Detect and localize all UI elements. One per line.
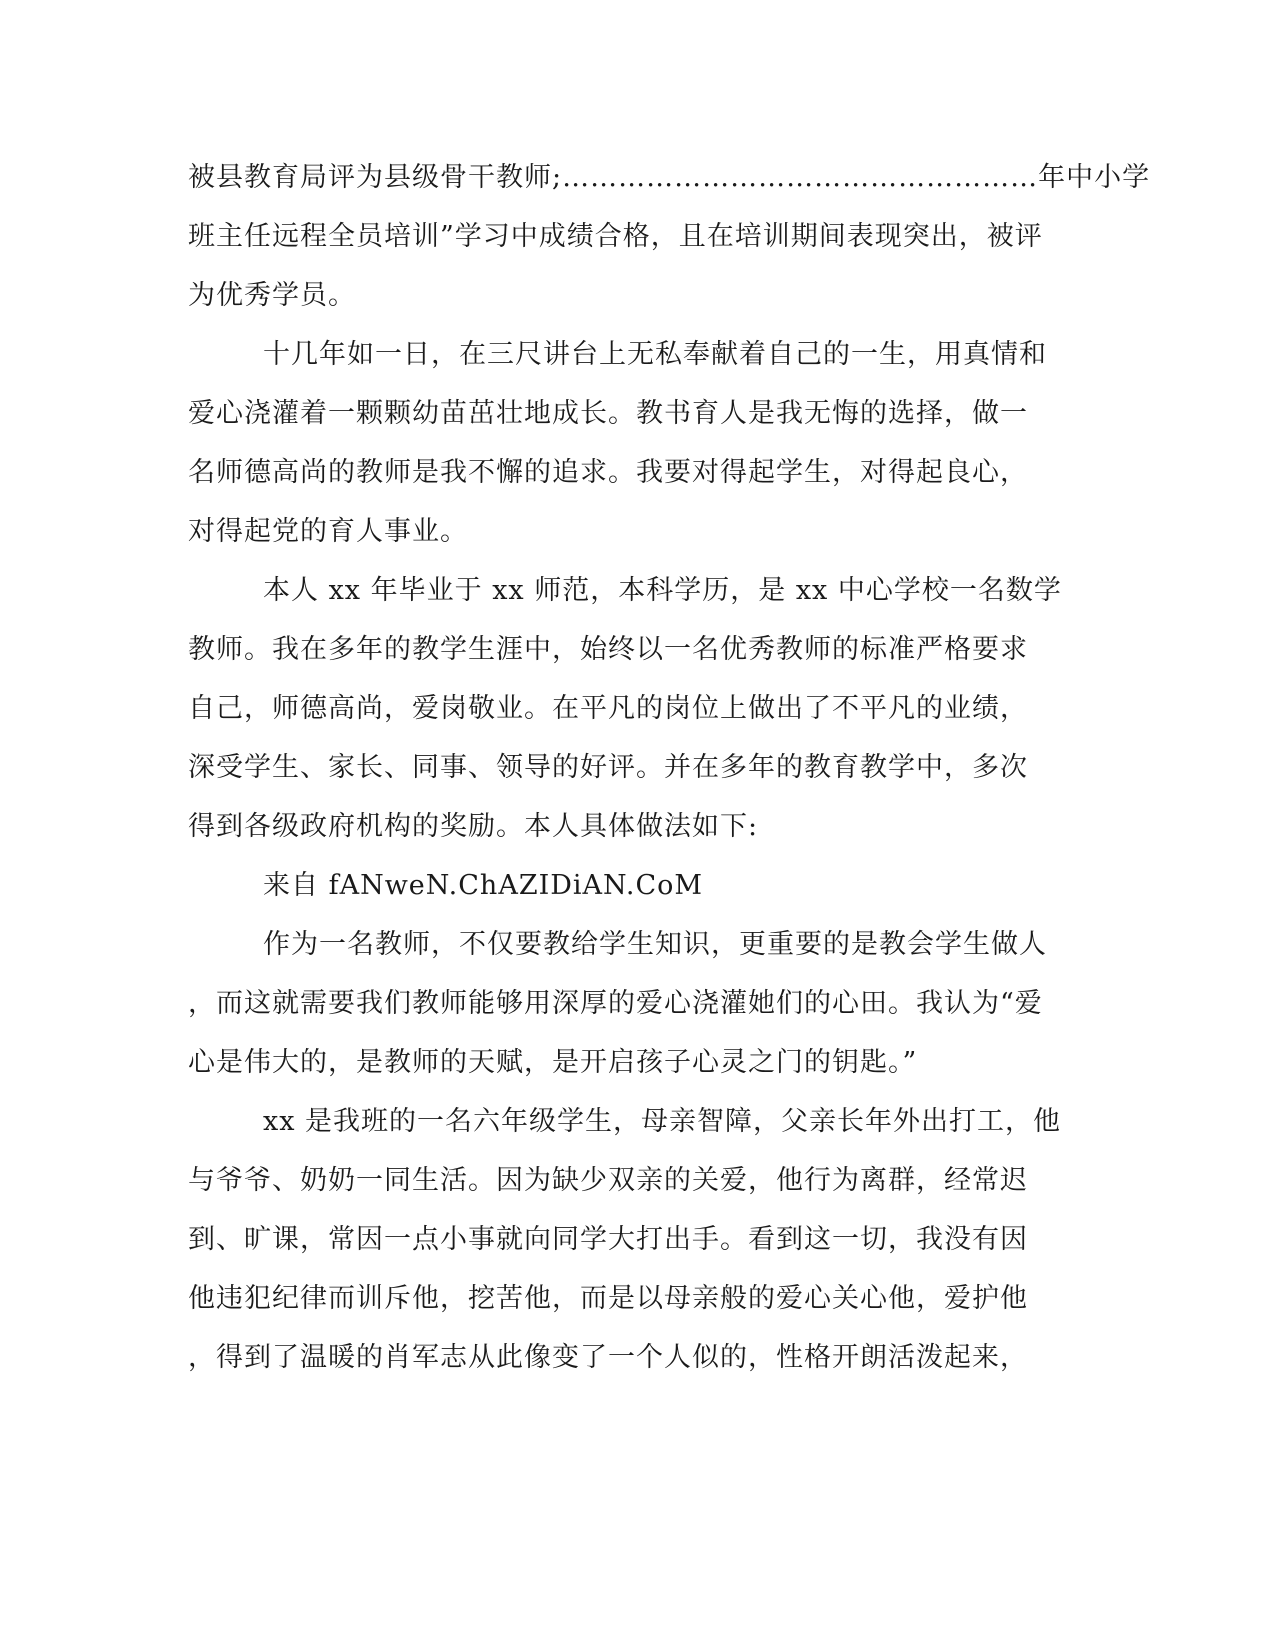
text-line: 爱心浇灌着一颗颗幼苗茁壮地成长。教书育人是我无悔的选择，做一: [188, 398, 1028, 429]
text-line: 自己，师德高尚，爱岗敬业。在平凡的岗位上做出了不平凡的业绩，: [188, 693, 1028, 724]
text-line: 深受学生、家长、同事、领导的好评。并在多年的教育教学中，多次: [188, 752, 1028, 783]
text-line: 心是伟大的，是教师的天赋，是开启孩子心灵之门的钥匙。”: [188, 1047, 918, 1078]
text-line: 名师德高尚的教师是我不懈的追求。我要对得起学生，对得起良心，: [188, 457, 1028, 488]
text-line: 教师。我在多年的教学生涯中，始终以一名优秀教师的标准严格要求: [188, 634, 1028, 665]
text-line: 作为一名教师，不仅要教给学生知识，更重要的是教会学生做人: [263, 929, 1047, 960]
text-line: 得到各级政府机构的奖励。本人具体做法如下:: [188, 811, 759, 842]
text-line: 他违犯纪律而训斥他，挖苦他，而是以母亲般的爱心关心他，爱护他: [188, 1283, 1028, 1314]
source-line: 来自 fANweN.ChAZIDiAN.CoM: [263, 870, 704, 901]
text-line: 与爷爷、奶奶一同生活。因为缺少双亲的关爱，他行为离群，经常迟: [188, 1165, 1028, 1196]
text-line: 十几年如一日，在三尺讲台上无私奉献着自己的一生，用真情和: [263, 339, 1047, 370]
text-line: 被县教育局评为县级骨干教师;……………………………………………年中小学: [188, 162, 1151, 193]
text-line: ，而这就需要我们教师能够用深厚的爱心浇灌她们的心田。我认为“爱: [188, 988, 1043, 1019]
text-line: ，得到了温暖的肖军志从此像变了一个人似的，性格开朗活泼起来，: [188, 1342, 1028, 1373]
text-line: 班主任远程全员培训”学习中成绩合格，且在培训期间表现突出，被评: [188, 221, 1043, 252]
text-line: 为优秀学员。: [188, 280, 356, 311]
text-line: 到、旷课，常因一点小事就向同学大打出手。看到这一切，我没有因: [188, 1224, 1028, 1255]
text-line: xx 是我班的一名六年级学生，母亲智障，父亲长年外出打工，他: [263, 1106, 1062, 1137]
text-line: 本人 xx 年毕业于 xx 师范，本科学历，是 xx 中心学校一名数学: [263, 575, 1062, 606]
text-line: 对得起党的育人事业。: [188, 516, 468, 547]
